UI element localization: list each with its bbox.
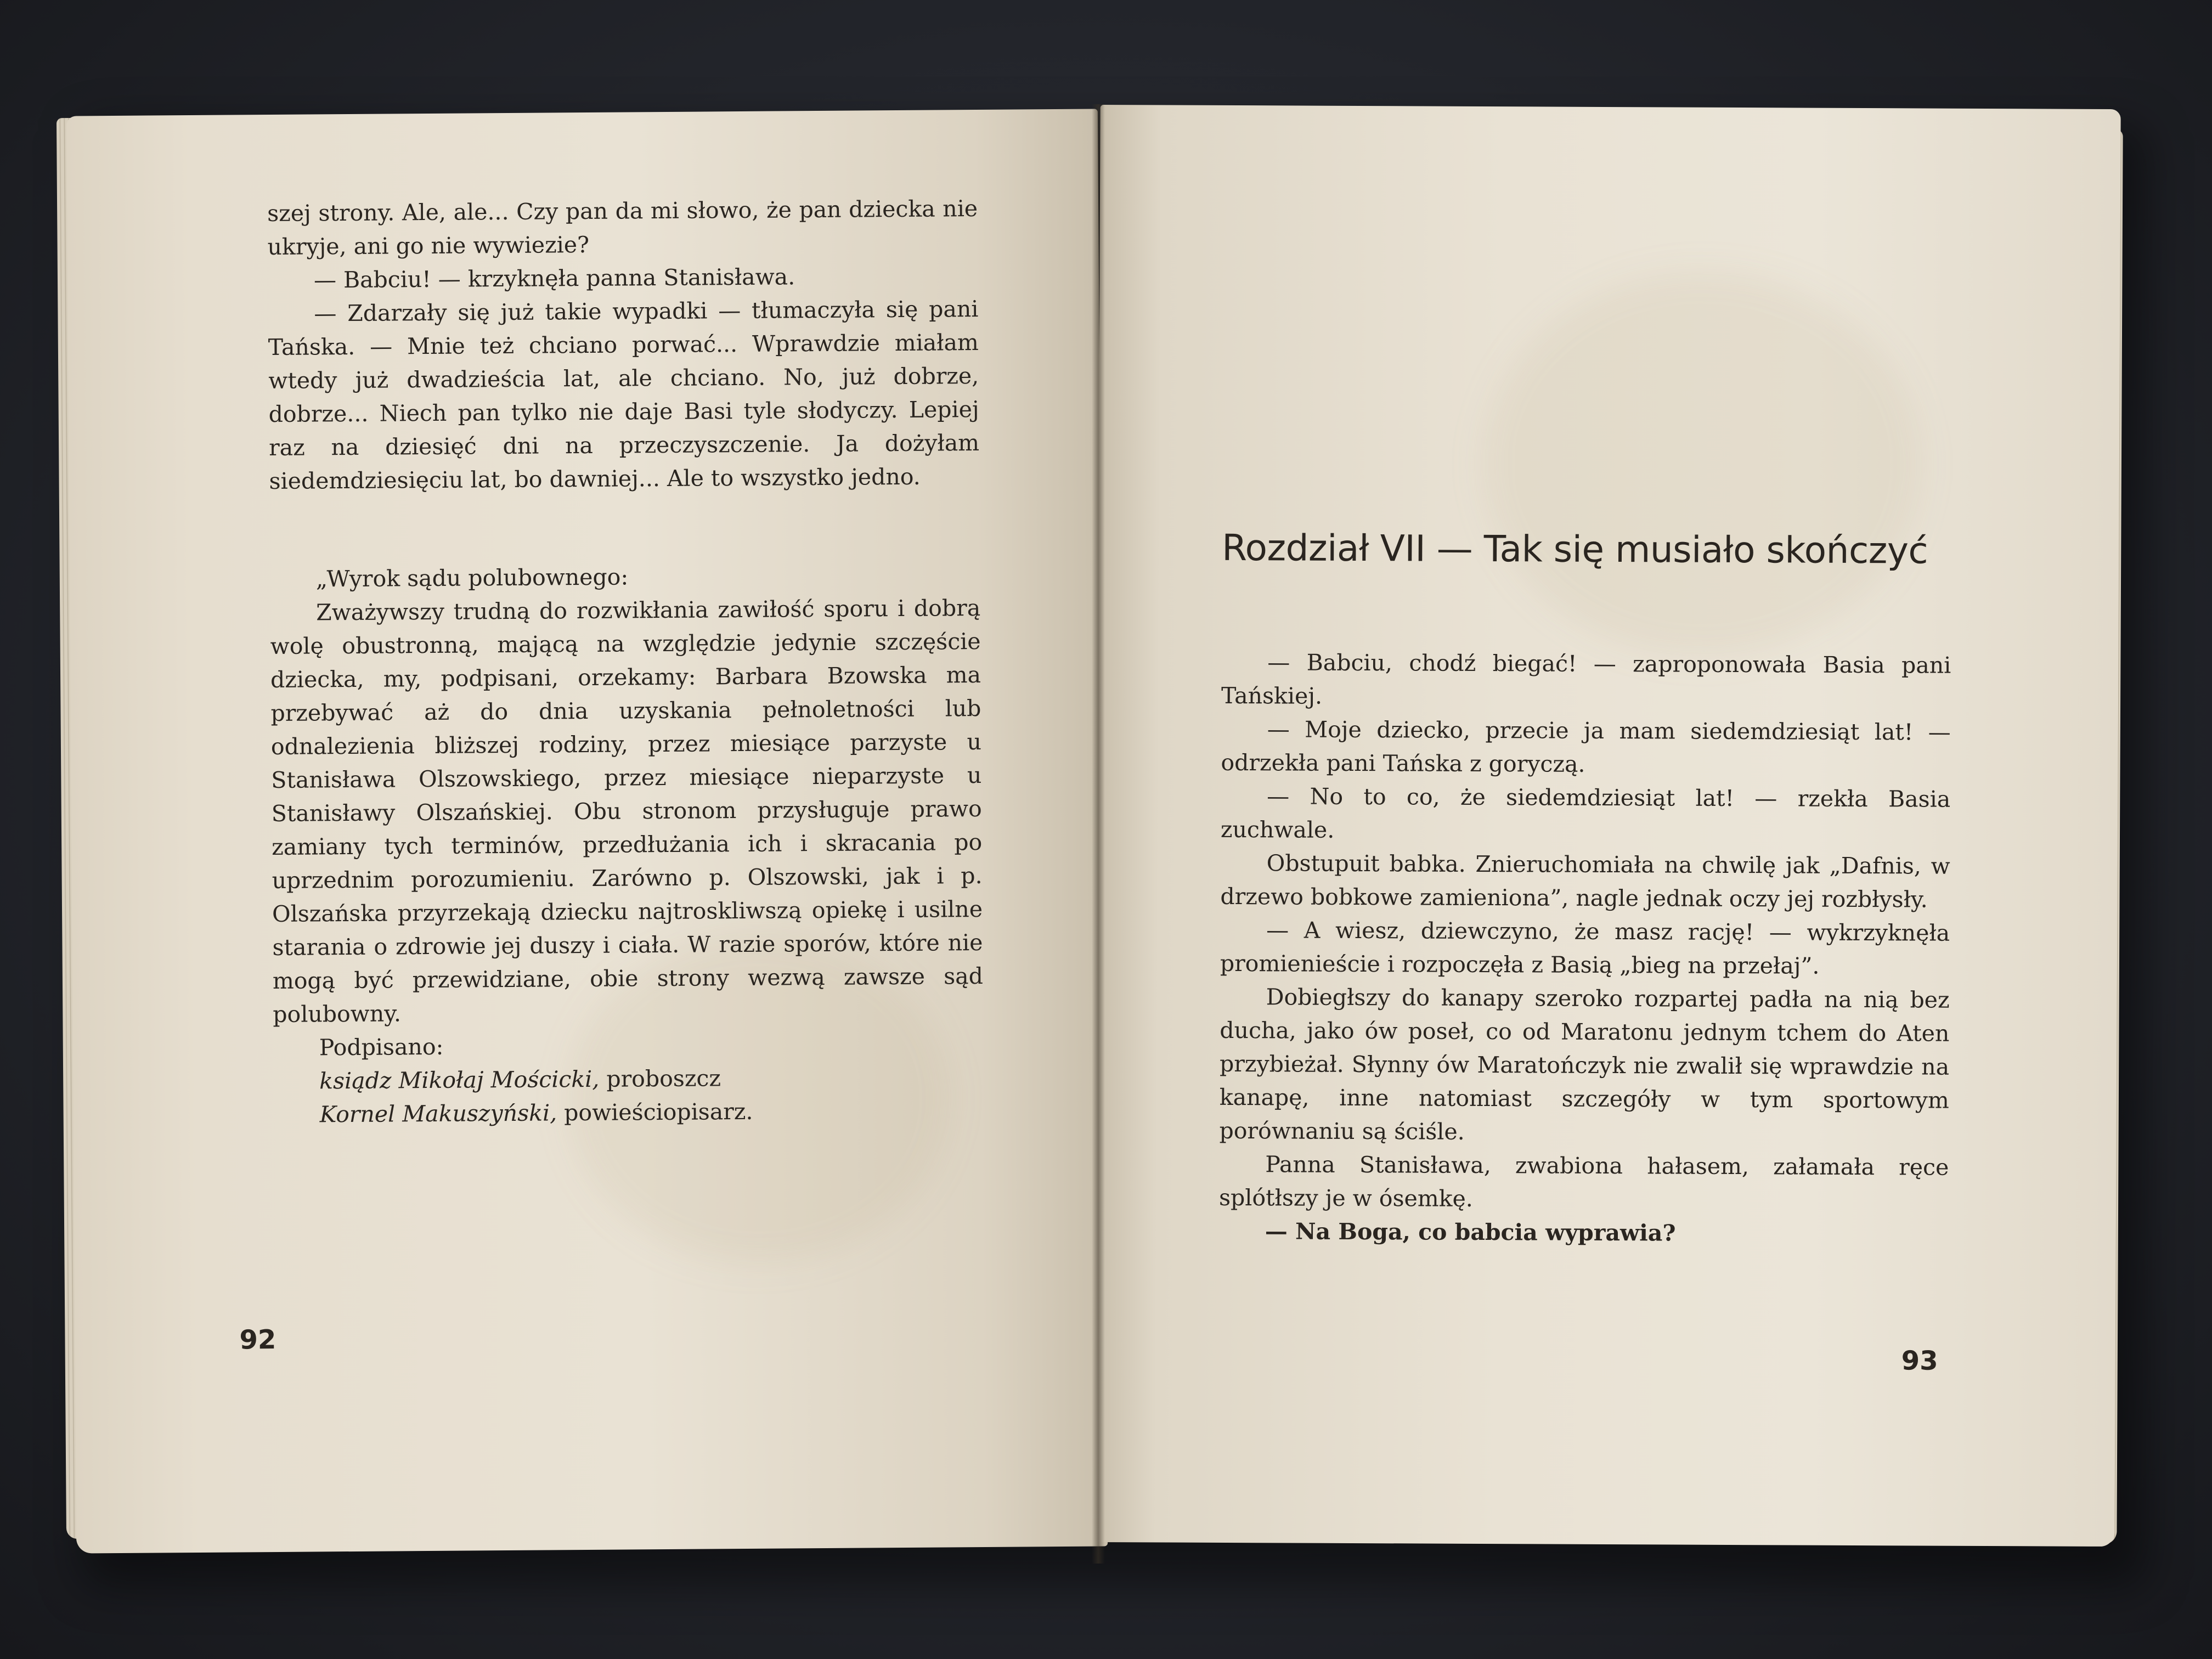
paragraph: — No to co, że siedemdziesiąt lat! — rzekła Basia zuchwale. bbox=[1220, 783, 1951, 843]
paragraph: szej strony. Ale, ale... Czy pan da mi słowo, że pan dziecka nie ukryje, ani go nie wywiezie? bbox=[267, 195, 978, 261]
paragraph: — Na Boga, co babcia wyprawia? bbox=[1265, 1218, 1676, 1246]
page-number: 92 bbox=[239, 1324, 276, 1356]
paragraph: Dobiegłszy do kanapy szeroko rozpartej padła na nią bez ducha, jako ów poseł, co od Maratonu jednym tchem do Aten przybieżał. Słynny ów Maratończyk nie zwalił się wprawdzie na kanapę, inne natomiast szczegóły w tym sportowym porównaniu są ściśle. bbox=[1219, 984, 1950, 1145]
paragraph: — Zdarzały się już takie wypadki — tłumaczyła się pani Tańska. — Mnie też chciano porwać... Wprawdzie miałam wtedy już dwadzieścia lat, ale chciano. No, już dobrze, dobrze... Niech pan tylko nie daje Basi tyle słodyczy. Lepiej raz na dziesięć dni na przeczyszczenie. Ja dożyłam siedemdziesięciu lat, bo dawniej... Ale to wszystko jedno. bbox=[268, 295, 980, 495]
signatory-role: proboszcz bbox=[599, 1065, 721, 1092]
paragraph: Panna Stanisława, zwabiona hałasem, załamała ręce splótłszy je w ósemkę. bbox=[1218, 1151, 1949, 1212]
page-number: 93 bbox=[1901, 1345, 1938, 1376]
signatory bbox=[319, 1093, 984, 1131]
signatory-role: powieściopisarz. bbox=[556, 1098, 753, 1126]
signature-block bbox=[273, 1026, 984, 1132]
paragraph: — Babciu! — krzyknęła panna Stanisława. bbox=[313, 263, 795, 294]
chapter-title: Rozdział VII — Tak się musiało skończyć bbox=[1222, 526, 1928, 572]
left-page bbox=[66, 109, 1108, 1553]
right-page-text bbox=[1219, 646, 1951, 1251]
signatory-name: Kornel Makuszyński, bbox=[319, 1099, 557, 1128]
book-gutter bbox=[1092, 104, 1105, 1564]
signed-label: Podpisano: bbox=[319, 1033, 444, 1061]
paragraph: — A wiesz, dziewczyno, że masz rację! — wykrzyknęła promienieście i rozpoczęła z Basią „bieg na przełaj”. bbox=[1220, 917, 1950, 979]
signatory bbox=[319, 1060, 984, 1098]
decree-text: Zważywszy trudną do rozwikłania zawiłość sporu i dobrą wolę obustronną, mającą na względzie jedynie szczęście dziecka, my, podpisani, orzekamy: Barbara Bzowska ma przebywać aż do dnia uzyskania pełnoletności lub odnalezienia bliższej rodziny, przez miesiące parzyste u Stanisława Olszowskiego, przez miesiące nieparzyste u Stanisławy Olszańskiej. Obu stronom przysługuje prawo zamiany tych terminów, przedłużania ich i skracania po uprzednim porozumieniu. Zarówno p. Olszowski, jak i p. Olszańska przyrzekają dziecku najtroskliwszą opiekę i usilne starania o zdrowie jej duszy i ciała. W razie sporów, które nie mogą być przewidziane, obie strony wezwą zawsze sąd polubowny. bbox=[270, 594, 984, 1028]
decree-heading: „Wyrok sądu polubownego: bbox=[315, 563, 629, 592]
page-stain bbox=[1482, 271, 1922, 657]
paragraph: — Babciu, chodź biegać! — zaproponowała Basia pani Tańskiej. bbox=[1221, 649, 1951, 709]
right-page bbox=[1094, 105, 2120, 1547]
signatory-name: ksiądz Mikołaj Mościcki, bbox=[319, 1065, 600, 1094]
paragraph: Obstupuit babka. Znieruchomiała na chwilę jak „Dafnis, w drzewo bobkowe zamieniona”, nagle jednak oczy jej rozbłysły. bbox=[1220, 850, 1950, 913]
paragraph: — Moje dziecko, przecie ja mam siedemdziesiąt lat! — odrzekła pani Tańska z goryczą. bbox=[1221, 716, 1951, 777]
left-page-text bbox=[267, 192, 984, 1132]
